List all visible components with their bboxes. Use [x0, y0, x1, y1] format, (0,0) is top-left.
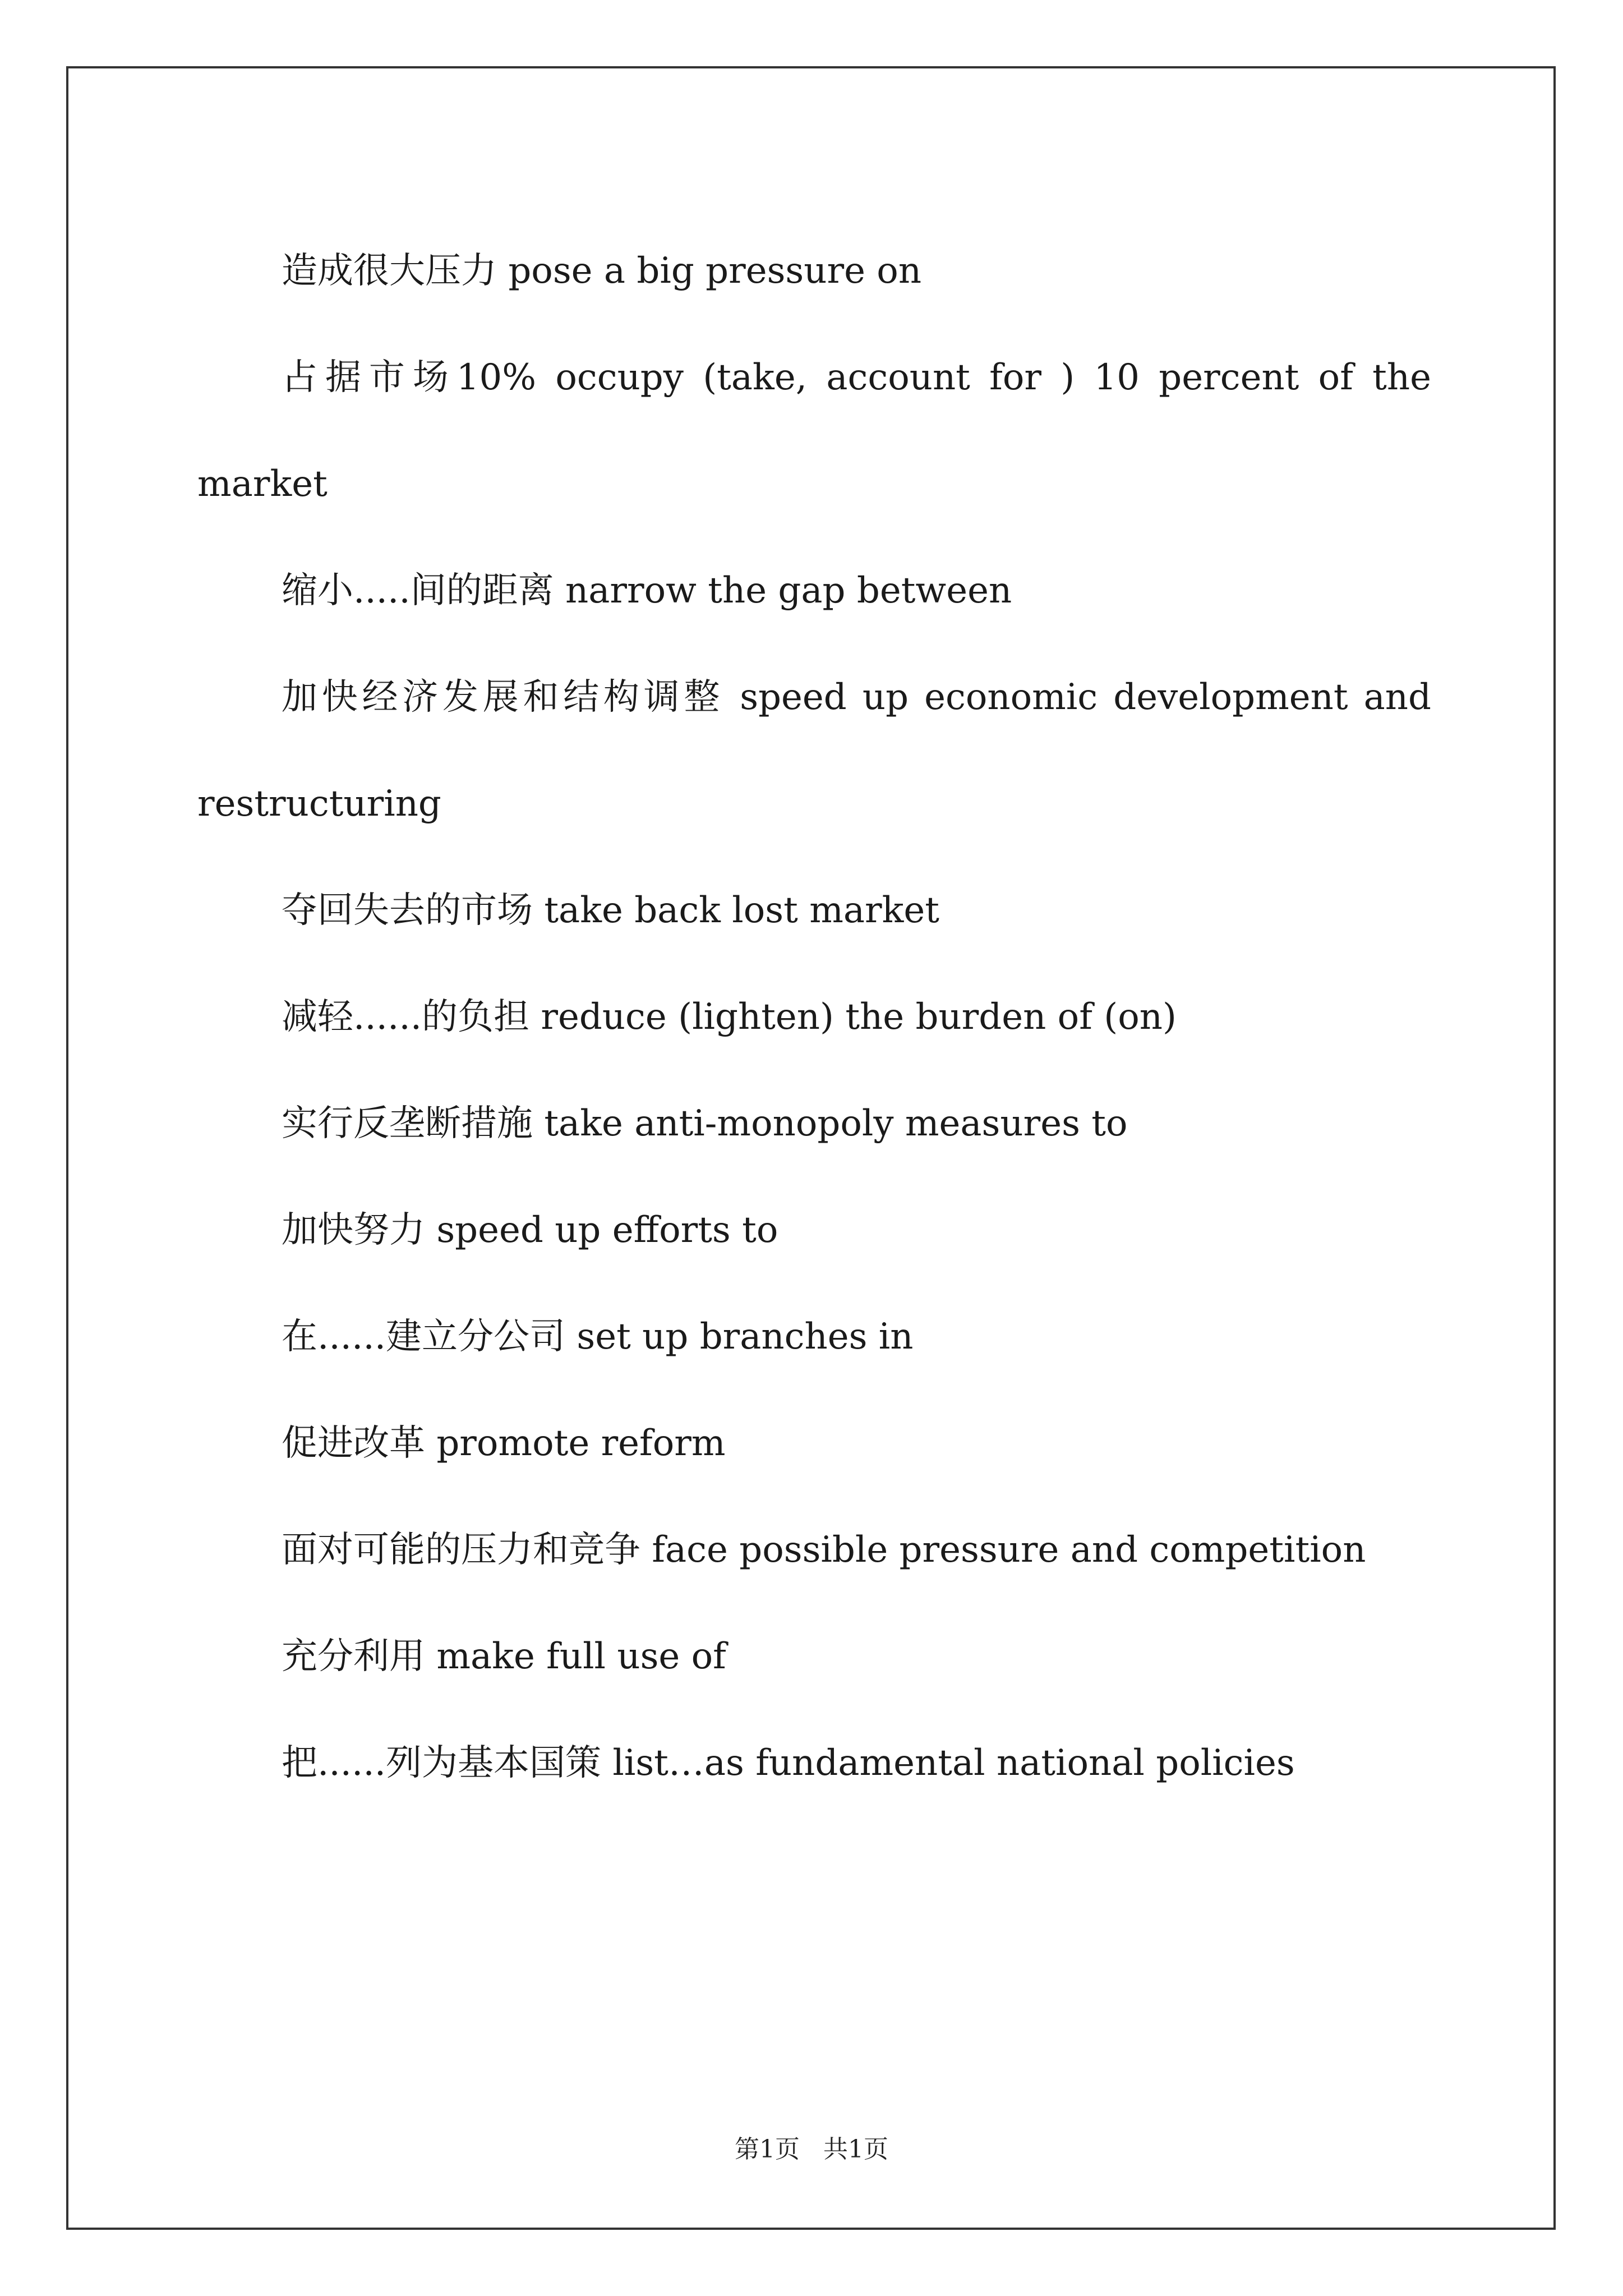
- page-number-footer: 第1页 共1页: [735, 2135, 888, 2164]
- phrase-entry: 促进改革 promote reform: [282, 1423, 726, 1464]
- phrase-entry: 实行反垄断措施 take anti-monopoly measures to: [282, 1103, 1128, 1144]
- phrase-entry: 充分利用 make full use of: [282, 1636, 726, 1677]
- phrase-entry: 占据市场10% occupy (take, account for ) 10 percent of the market: [197, 357, 1431, 505]
- phrase-entry: 缩小.....间的距离 narrow the gap between: [282, 570, 1012, 611]
- phrase-entry: 在......建立分公司 set up branches in: [282, 1316, 914, 1358]
- phrase-entry: 减轻......的负担 reduce (lighten) the burden of (on): [282, 996, 1177, 1038]
- phrase-entry: 夺回失去的市场 take back lost market: [282, 890, 940, 931]
- phrase-entry: 加快经济发展和结构调整 speed up economic development and restructuring: [197, 677, 1431, 825]
- phrase-entry: 加快努力 speed up efforts to: [282, 1209, 778, 1251]
- phrase-entry: 造成很大压力 pose a big pressure on: [282, 250, 922, 292]
- phrase-entry: 面对可能的压力和竞争 face possible pressure and competition: [282, 1529, 1366, 1571]
- phrase-entry: 把......列为基本国策 list…as fundamental national policies: [282, 1742, 1295, 1784]
- document-body: [197, 218, 1431, 1816]
